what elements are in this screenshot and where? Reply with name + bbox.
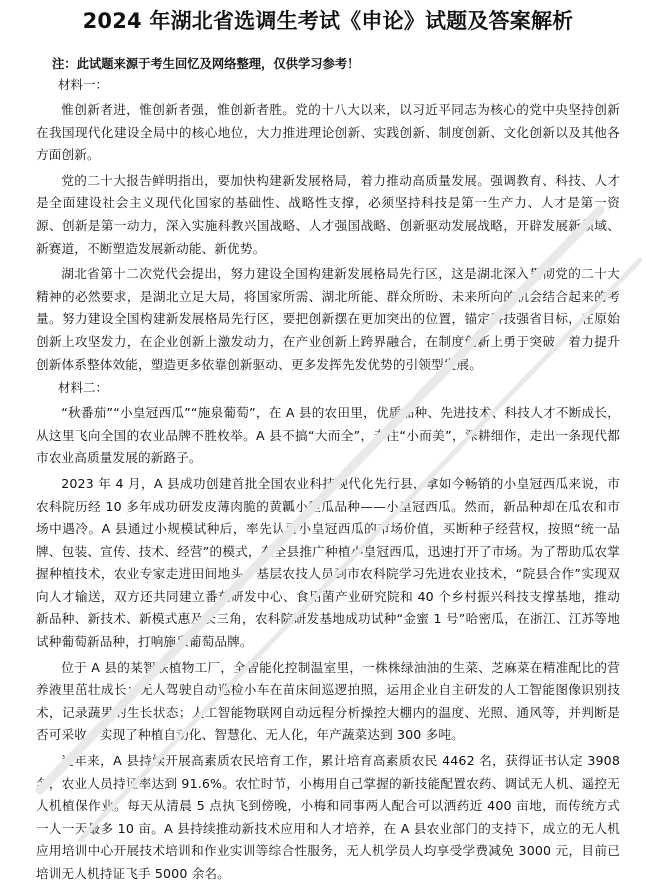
paragraph: “秋番茄”“小皇冠西瓜”“施泉葡萄”，在 A 县的农田里，优质品种、先进技术、科技人才不断成长，从这里飞向全国的农业品牌不胜枚举。A 县不搞“大而全”，专注“小而美”，深耕细作，走出一条现代都市农业高质量发展的新路子。 bbox=[36, 405, 620, 466]
paragraph: 2023 年 4 月，A 县成功创建首批全国农业科技现代化先行县，拿如今畅销的小皇冠西瓜来说，市农科院历经 10 多年成功研发皮薄肉脆的黄瓤小型瓜品种——小皇冠西瓜。然而，新品种却在瓜农和市场中遇冷。A 县通过小规模试种后，率先认可小皇冠西瓜的市场价值，买断种子经营权，按照“统一品牌、包装、宣传、技术、经营”的模式，在全县推广种植小皇冠西瓜，迅速打开了市场。为了帮助瓜农掌握种植技术，农业专家走进田间地头，基层农技人员到市农科院学习先进农业技术，“院县合作”实现双向人才输送，双方还共同建立番茄研发中心、食用菌产业研究院和 40 个乡村振兴科技支撑基地，推动新品种、新技术、新模式惠及长三角，农科院研发基地成功试种“金蜜 1 号”哈密瓜，在浙江、江苏等地试种葡萄新品种，打响施泉葡萄品牌。 bbox=[36, 475, 620, 650]
paragraph: 惟创新者进，惟创新者强，惟创新者胜。党的十八大以来，以习近平同志为核心的党中央坚持创新在我国现代化建设全局中的核心地位，大力推进理论创新、实践创新、制度创新、文化创新以及其他各方面创新。 bbox=[36, 102, 620, 163]
material-2 bbox=[36, 379, 620, 885]
paragraph: 党的二十大报告鲜明指出，要加快构建新发展格局，着力推动高质量发展。强调教育、科技、人才是全面建设社会主义现代化国家的基础性、战略性支撑，必须坚持科技是第一生产力、人才是第一资源、创新是第一动力，深入实施科教兴国战略、人才强国战略、创新驱动发展战略，开辟发展新领域、新赛道，不断塑造发展新动能、新优势。 bbox=[36, 172, 620, 256]
paragraph: 湖北省第十二次党代会提出，努力建设全国构建新发展格局先行区，这是湖北深入贯彻党的二十大精神的必然要求，是湖北立足大局，将国家所需、湖北所能、群众所盼、未来所向的机会结合起来的考量。努力建设全国构建新发展格局先行区，要把创新摆在更加突出的位置，锚定科技强省目标，在原始创新上攻坚发力，在企业创新上激发动力，在产业创新上跨界融合，在制度创新上勇于突破，着力提升创新体系整体效能，塑造更多依靠创新驱动、更多发挥先发优势的引领型发展。 bbox=[36, 266, 620, 372]
paragraph: 近年来，A 县持续开展高素质农民培育工作，累计培育高素质农民 4462 名，获得证书认定 3908 名，农业人员持证率达到 91.6%。农忙时节，小梅用自己掌握的新技能配置农药、调试无人机、遥控无人机植保作业。每天从清晨 5 点执飞到傍晚，小梅和同事两人配合可以洒药近 400 亩地，而传统方式一人一天最多 10 亩。A 县持续推动新技术应用和人才培养，在 A 县农业部门的支持下，成立的无人机应用培训中心开展技术培训和作业实训等综合性服务，无人机学员人均享受学费减免 3000 元，目前已培训无人机持证飞手 5000 余名。 bbox=[36, 753, 620, 881]
material-1 bbox=[36, 76, 620, 376]
material-label: 材料二： bbox=[58, 380, 109, 396]
paragraph: 位于 A 县的某智联植物工厂，全智能化控制温室里，一株株绿油油的生菜、芝麻菜在精准配比的营养液里茁壮成长；无人驾驶自动巡检小车在苗床间巡逻拍照，运用企业自主研发的人工智能图像识别技术，记录蔬果的生长状态；人工智能物联网自动远程分析操控大棚内的温度、光照、通风等，并判断是否可采收，实现了种植自动化、智慧化、无人化，年产蔬菜达到 300 多吨。 bbox=[36, 659, 620, 743]
source-note: 注：此试题来源于考生回忆及网络整理，仅供学习参考！ bbox=[52, 57, 360, 71]
material-label: 材料一： bbox=[58, 77, 109, 92]
document-title: 2024 年湖北省选调生考试《申论》试题及答案解析 bbox=[82, 9, 574, 33]
